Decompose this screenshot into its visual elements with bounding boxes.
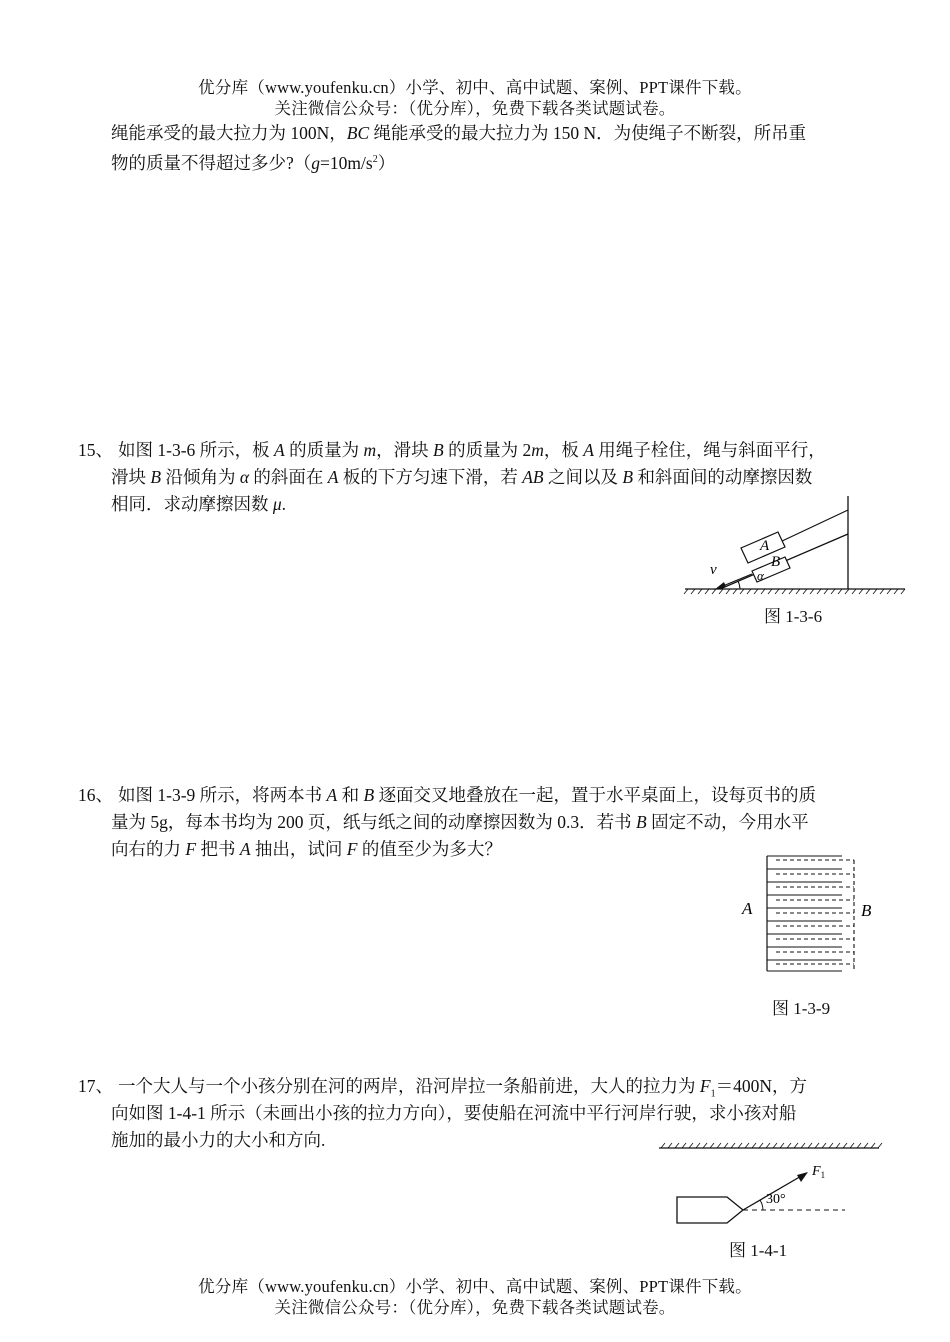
fig139-label-a: A — [742, 899, 753, 918]
figure-1-4-1 — [655, 1138, 885, 1230]
q14-line-2: 物的质量不得超过多少$?(g=10m/s^2)$ — [111, 152, 396, 173]
header-line-2: 关注微信公众号：（优分库），免费下载各类试题试卷。 — [274, 99, 676, 118]
figure-1-3-6 — [680, 492, 910, 602]
q16-line-2: 量为 5g，每本书均为 200 页，纸与纸之间的动摩擦因数为 0.3．若书 B 固定不动，今用水平 — [111, 812, 809, 832]
q15-line-3: 相同．求动摩擦因数 μ. — [111, 494, 287, 514]
fig141-label-angle: 30° — [766, 1192, 786, 1207]
figure-1-3-6-caption: 图 1-3-6 — [764, 607, 823, 626]
q15-number: 15、 — [78, 440, 113, 460]
q15-line-1: 如图 1-3-6 所示，板 A 的质量为 m，滑块 B 的质量为 2m，板 A 用绳子栓住，绳与斜面平行， — [118, 440, 826, 460]
header-line-1: 优分库（www.youfenku.cn）小学、初中、高中试题、案例、PPT课件下载。 — [198, 78, 752, 97]
figure-1-3-9-caption: 图 1-3-9 — [772, 999, 831, 1018]
q17-line-1: 一个大人与一个小孩分别在河的两岸，沿河岸拉一条船前进，大人的拉力为 $F_1=400N$，方 — [118, 1076, 807, 1100]
q15-line-2: 滑块 B 沿倾角为 α 的斜面在 A 板的下方匀速下滑，若 AB 之间以及 B 和斜面间的动摩擦因数 — [111, 467, 813, 487]
q16-number: 16、 — [78, 785, 113, 805]
q16-line-1: 如图 1-3-9 所示，将两本书 A 和 B 逐面交叉地叠放在一起，置于水平桌面上，设每页书的质 — [118, 785, 817, 805]
fig136-label-alpha: α — [757, 568, 764, 583]
q14-line-1: 绳能承受的最大拉力为 100N，BC 绳能承受的最大拉力为 150 N．为使绳子不断裂，所吊重 — [111, 123, 807, 143]
fig136-label-a: A — [760, 538, 770, 554]
q17-line-3: 施加的最小力的大小和方向. — [111, 1130, 326, 1150]
q17-line-2: 向如图 1-4-1 所示（未画出小孩的拉力方向），要使船在河流中平行河岸行驶，求小孩对船 — [111, 1103, 797, 1123]
figure-1-4-1-caption: 图 1-4-1 — [729, 1241, 788, 1260]
q17-number: 17、 — [78, 1076, 113, 1096]
q16-line-3: 向右的力 F 把书 A 抽出，试问 F 的值至少为多大？ — [111, 839, 502, 859]
figure-1-3-9 — [736, 850, 882, 978]
footer-line-2: 关注微信公众号：（优分库），免费下载各类试题试卷。 — [274, 1298, 676, 1317]
fig139-label-b: B — [861, 901, 872, 920]
fig136-label-v: v — [710, 562, 717, 578]
fig136-label-b: B — [771, 554, 781, 570]
fig141-label-f: $F_1$ — [812, 1164, 826, 1180]
footer-line-1: 优分库（www.youfenku.cn）小学、初中、高中试题、案例、PPT课件下载。 — [198, 1277, 752, 1296]
